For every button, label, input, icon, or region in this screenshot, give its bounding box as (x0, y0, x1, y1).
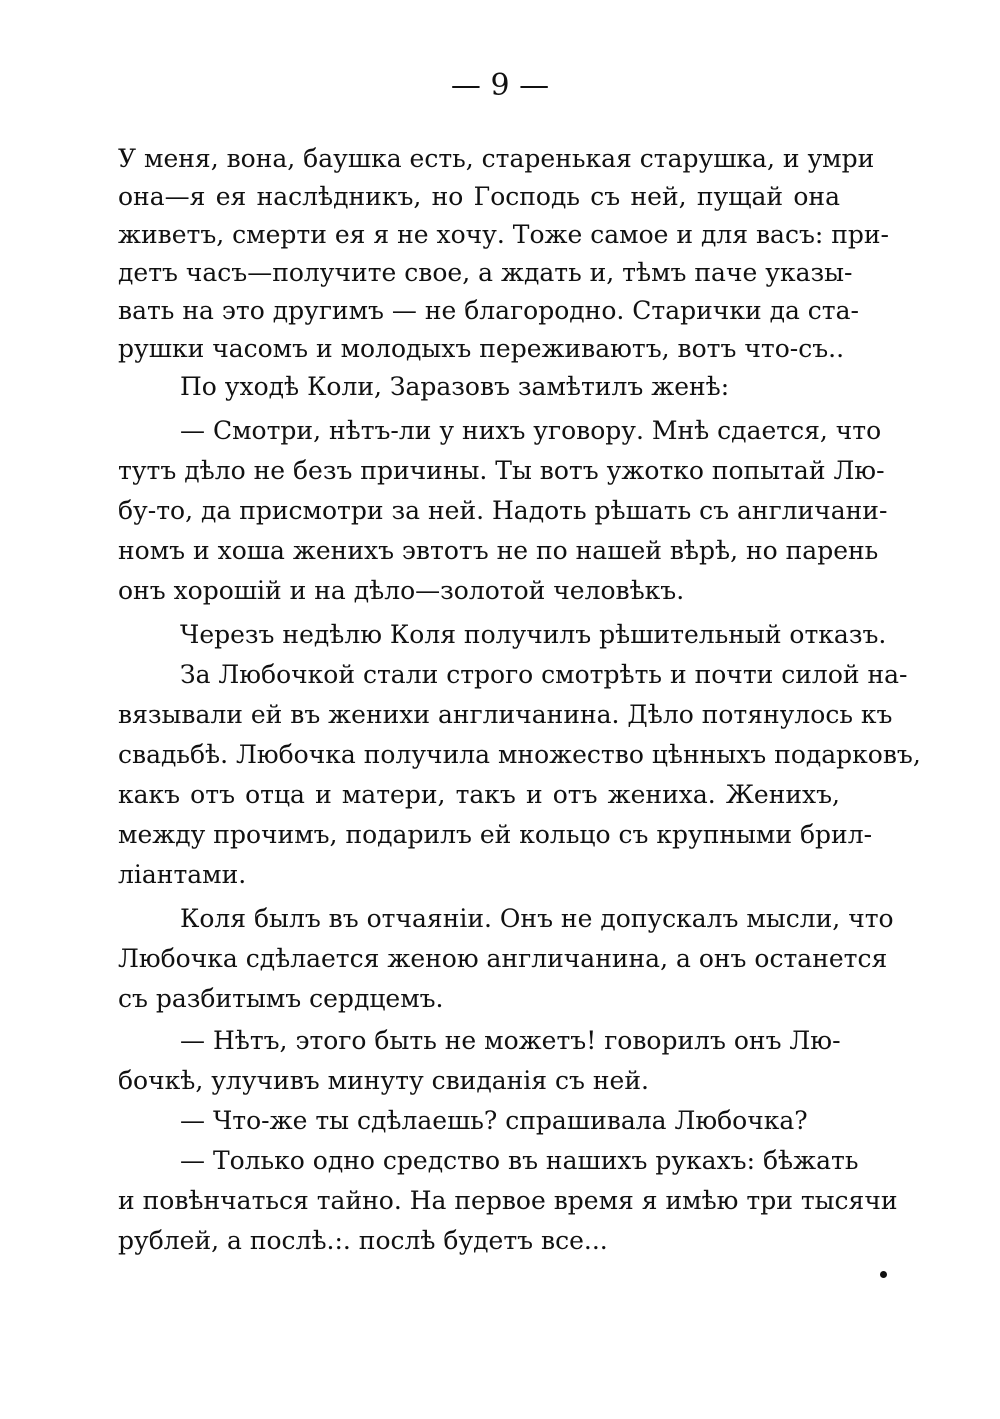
text-line: и повѣнчаться тайно. На первое время я имѣю три тысячи (118, 1186, 898, 1215)
text-line: бочкѣ, улучивъ минуту свиданія съ ней. (118, 1066, 649, 1095)
text-line: вязывали ей въ женихи англичанина. Дѣло потянулось къ (118, 700, 893, 729)
text-line: рушки часомъ и молодыхъ переживаютъ, вотъ что-съ.. (118, 334, 845, 363)
text-line: Любочка сдѣлается женою англичанина, а онъ останется (118, 944, 888, 973)
text-line: съ разбитымъ сердцемъ. (118, 984, 444, 1013)
text-line: рублей, а послѣ.:. послѣ будетъ все... (118, 1226, 608, 1255)
text-line: какъ отъ отца и матери, такъ и отъ жениха. Женихъ, (118, 780, 840, 809)
text-line: По уходѣ Коли, Заразовъ замѣтилъ женѣ: (180, 372, 730, 401)
text-line: номъ и хоша женихъ эвтотъ не по нашей вѣрѣ, но парень (118, 536, 879, 565)
text-line: — Что-же ты сдѣлаешь? спрашивала Любочка? (180, 1106, 808, 1135)
text-line: Коля былъ въ отчаяніи. Онъ не допускалъ мысли, что (180, 904, 894, 933)
text-line: — Смотри, нѣтъ-ли у нихъ уговору. Мнѣ сдается, что (180, 416, 882, 445)
text-line: вать на это другимъ — не благородно. Старички да ста- (118, 296, 859, 325)
text-line: свадьбѣ. Любочка получила множество цѣнныхъ подарковъ, (118, 740, 921, 769)
text-line: — Нѣтъ, этого быть не можетъ! говорилъ онъ Лю- (180, 1026, 841, 1055)
ink-speck (880, 1271, 887, 1278)
text-line: За Любочкой стали строго смотрѣть и почти силой на- (180, 660, 908, 689)
text-line: она—я ея наслѣдникъ, но Господь съ ней, пущай она (118, 182, 840, 211)
text-line: — Только одно средство въ нашихъ рукахъ: бѣжать (180, 1146, 859, 1175)
text-line: детъ часъ—получите свое, а ждать и, тѣмъ паче указы- (118, 258, 853, 287)
text-line: между прочимъ, подарилъ ей кольцо съ крупными брил- (118, 820, 873, 849)
text-line: тутъ дѣло не безъ причины. Ты вотъ ужотко попытай Лю- (118, 456, 885, 485)
page-number: — 9 — (450, 68, 550, 103)
text-line: У меня, вона, баушка есть, старенькая старушка, и умри (118, 144, 875, 173)
text-line: живетъ, смерти ея я не хочу. Тоже самое и для васъ: при- (118, 220, 890, 249)
text-line: ліантами. (118, 860, 247, 889)
text-line: онъ хорошій и на дѣло—золотой человѣкъ. (118, 576, 685, 605)
text-line: Черезъ недѣлю Коля получилъ рѣшительный отказъ. (180, 620, 887, 649)
text-line: бу-то, да присмотри за ней. Надоть рѣшать съ англичани- (118, 496, 888, 525)
